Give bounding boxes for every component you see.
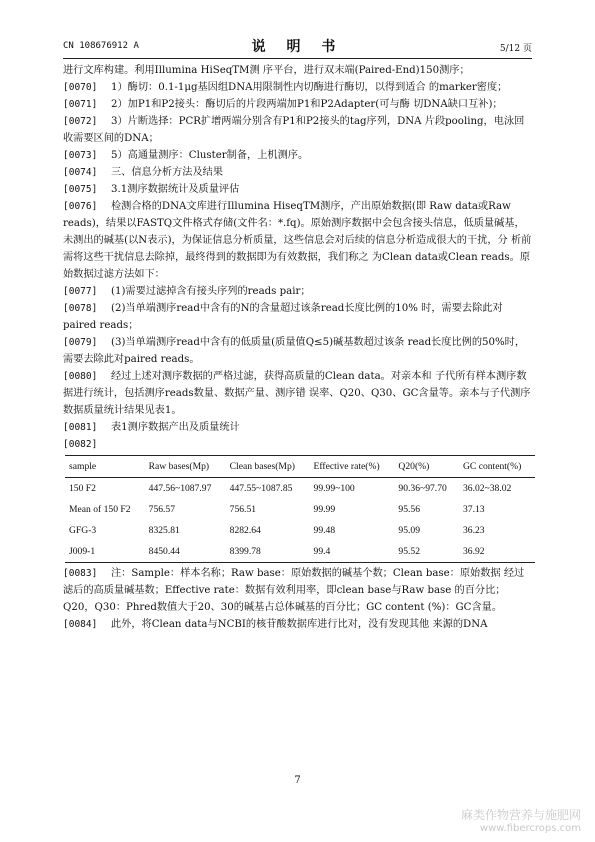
paragraph-text: 1）酶切：0.1-1μg基因组DNA用限制性内切酶进行酶切，以得到适合 的marker密度； — [111, 82, 508, 93]
table-cell: 36.92 — [462, 546, 485, 557]
table-cell: GFG-3 — [69, 525, 97, 536]
watermark — [461, 806, 581, 834]
table-row — [65, 499, 535, 520]
paragraph — [63, 62, 532, 79]
table-cell: 150 F2 — [69, 483, 96, 494]
paragraph-number: [0080] — [63, 371, 98, 382]
header-rule — [63, 58, 532, 59]
paragraph-number: [0070] — [63, 82, 98, 93]
paragraph — [63, 334, 532, 368]
table-cell: 447.56~1087.97 — [148, 483, 212, 494]
paragraph — [63, 164, 532, 181]
table-cell: 37.13 — [462, 504, 485, 515]
table-header-cell: Raw bases(Mp) — [148, 461, 210, 472]
page-header — [63, 36, 532, 56]
paragraph-text: (2)当单端测序read中含有的N的含量超过该条read长度比例的10% 时，需要去除此对paired reads； — [63, 303, 503, 331]
paragraph — [63, 616, 532, 633]
table-cell: 8399.78 — [229, 546, 261, 557]
table-row — [65, 541, 535, 563]
paragraph-number: [0072] — [63, 116, 98, 127]
paragraph-number: [0078] — [63, 303, 98, 314]
table-cell: Mean of 150 F2 — [69, 504, 131, 515]
paragraph — [63, 419, 532, 436]
table-header-cell: Effective rate(%) — [313, 461, 380, 472]
page-indicator: 5/12 页 — [499, 44, 532, 54]
table-header-cell: Clean bases(Mp) — [229, 461, 295, 472]
paragraph-text: 三、信息分析方法及结果 — [111, 167, 224, 178]
table-header-cell: sample — [69, 461, 97, 472]
document-body — [63, 62, 532, 633]
table-header-row — [65, 456, 535, 478]
paragraph — [63, 198, 532, 283]
paragraph-number: [0076] — [63, 201, 98, 212]
paragraph-number: [0082] — [63, 439, 98, 450]
table-cell: 95.09 — [398, 525, 421, 536]
paragraph — [63, 565, 532, 616]
paragraph-text: 此外，将Clean data与NCBI的核苷酸数据库进行比对，没有发现其他 来源的DNA — [111, 619, 488, 630]
table-cell: 36.02~38.02 — [462, 483, 512, 494]
table-cell: 8450.44 — [148, 546, 180, 557]
doc-title: 说 明 书 — [251, 39, 344, 55]
table-cell: 99.99 — [313, 504, 336, 515]
paragraph-number: [0075] — [63, 184, 98, 195]
paragraph-text: 检测合格的DNA文库进行Illumina HiseqTM测序，产出原始数据(即 Raw data或Raw reads)，结果以FASTQ文件格式存储(文件名：*.fq)。原始测序数据中会包含接头信息，低质量碱基，未测出的碱基(以N表示)，为保证信息分析质量，这些信息会对后续的信息分析造成很大的干扰，分 析前需将这些干扰信息去除掉，最终得到的数据即为有效数据，我们称之 为Clean data或Clean reads。原始数据过滤方法如下： — [63, 201, 532, 280]
paragraph-number: [0077] — [63, 286, 98, 297]
table-header-cell: Q20(%) — [398, 461, 430, 472]
table-cell: 8325.81 — [148, 525, 180, 536]
table-cell: 8282.64 — [229, 525, 261, 536]
paragraph — [63, 79, 532, 96]
table-row — [65, 520, 535, 541]
paragraph-text: 3.1测序数据统计及质量评估 — [111, 184, 240, 195]
table-header-cell: GC content(%) — [462, 461, 522, 472]
table-row — [65, 478, 535, 500]
table-cell: 99.4 — [313, 546, 331, 557]
paragraph-text: 表1测序数据产出及质量统计 — [111, 422, 240, 433]
paragraph — [63, 300, 532, 334]
paragraph-text: (3)当单端测序read中含有的低质量(质量值Q≤5)碱基数超过该条 read长度比例的50%时，需要去除此对paired reads。 — [63, 337, 526, 365]
paragraph-number: [0084] — [63, 619, 98, 630]
paragraph-number: [0081] — [63, 422, 98, 433]
paragraph — [63, 436, 532, 453]
table-cell: 95.52 — [398, 546, 421, 557]
paragraph-text: 5）高通量测序：Cluster制备，上机测序。 — [111, 150, 309, 161]
paragraph-text: 经过上述对测序数据的严格过滤，获得高质量的Clean data。对亲本和 子代所有样本测序数据进行统计，包括测序reads数量、数据产量、测序错 误率、Q20、Q30、GC含量等。亲本与子代测序数据质量统计结果见表1。 — [63, 371, 531, 416]
paragraph — [63, 283, 532, 300]
paragraph-number: [0074] — [63, 167, 98, 178]
paragraph-number: [0079] — [63, 337, 98, 348]
paragraph — [63, 96, 532, 113]
paragraph-text: 注：Sample：样本名称；Raw base：原始数据的碱基个数；Clean base：原始数据 经过滤后的高质量碱基数；Effective rate：数据有效利用率，即clean base与Raw base 的百分比；Q20，Q30：Phred数值大于20、30的碱基占总体碱基的百分比；GC content (%)：GC含量。 — [63, 568, 525, 613]
table-cell: 36.23 — [462, 525, 485, 536]
table-cell: 99.99~100 — [313, 483, 355, 494]
paragraph-text: 进行文库构建。利用Illumina HiSeqTM测 序平台，进行双末端(Paired-End)150测序； — [63, 65, 470, 76]
table-cell: 99.48 — [313, 525, 336, 536]
table-cell: 756.57 — [148, 504, 176, 515]
paragraph-text: (1)需要过滤掉含有接头序列的reads pair； — [111, 286, 311, 297]
paragraph — [63, 181, 532, 198]
table-cell: J009-1 — [69, 546, 96, 557]
paragraph-number: [0071] — [63, 99, 98, 110]
paragraph-text: 3）片断选择：PCR扩增两端分别含有P1和P2接头的tag序列，DNA 片段pooling，电泳回收需要区间的DNA； — [63, 116, 525, 144]
paragraph — [63, 368, 532, 419]
paragraph — [63, 147, 532, 164]
sequencing-stats-table — [65, 455, 535, 563]
paragraph-number: [0083] — [63, 568, 98, 579]
table-cell: 447.55~1087.85 — [229, 483, 293, 494]
table-cell: 90.36~97.70 — [398, 483, 447, 494]
table-cell: 95.56 — [398, 504, 421, 515]
paragraph-number: [0073] — [63, 150, 98, 161]
paragraph — [63, 113, 532, 147]
doc-number: CN 108676912 A — [63, 41, 139, 51]
watermark-line1: 麻类作物营养与施肥网 — [460, 808, 581, 822]
table-cell: 756.51 — [229, 504, 257, 515]
watermark-line2: www.fibercrops.com — [479, 823, 581, 834]
page-number: 7 — [294, 775, 301, 786]
paragraph-text: 2）加P1和P2接头：酶切后的片段两端加P1和P2Adapter(可与酶 切DNA缺口互补)； — [111, 99, 503, 110]
paragraph-text — [63, 436, 532, 453]
